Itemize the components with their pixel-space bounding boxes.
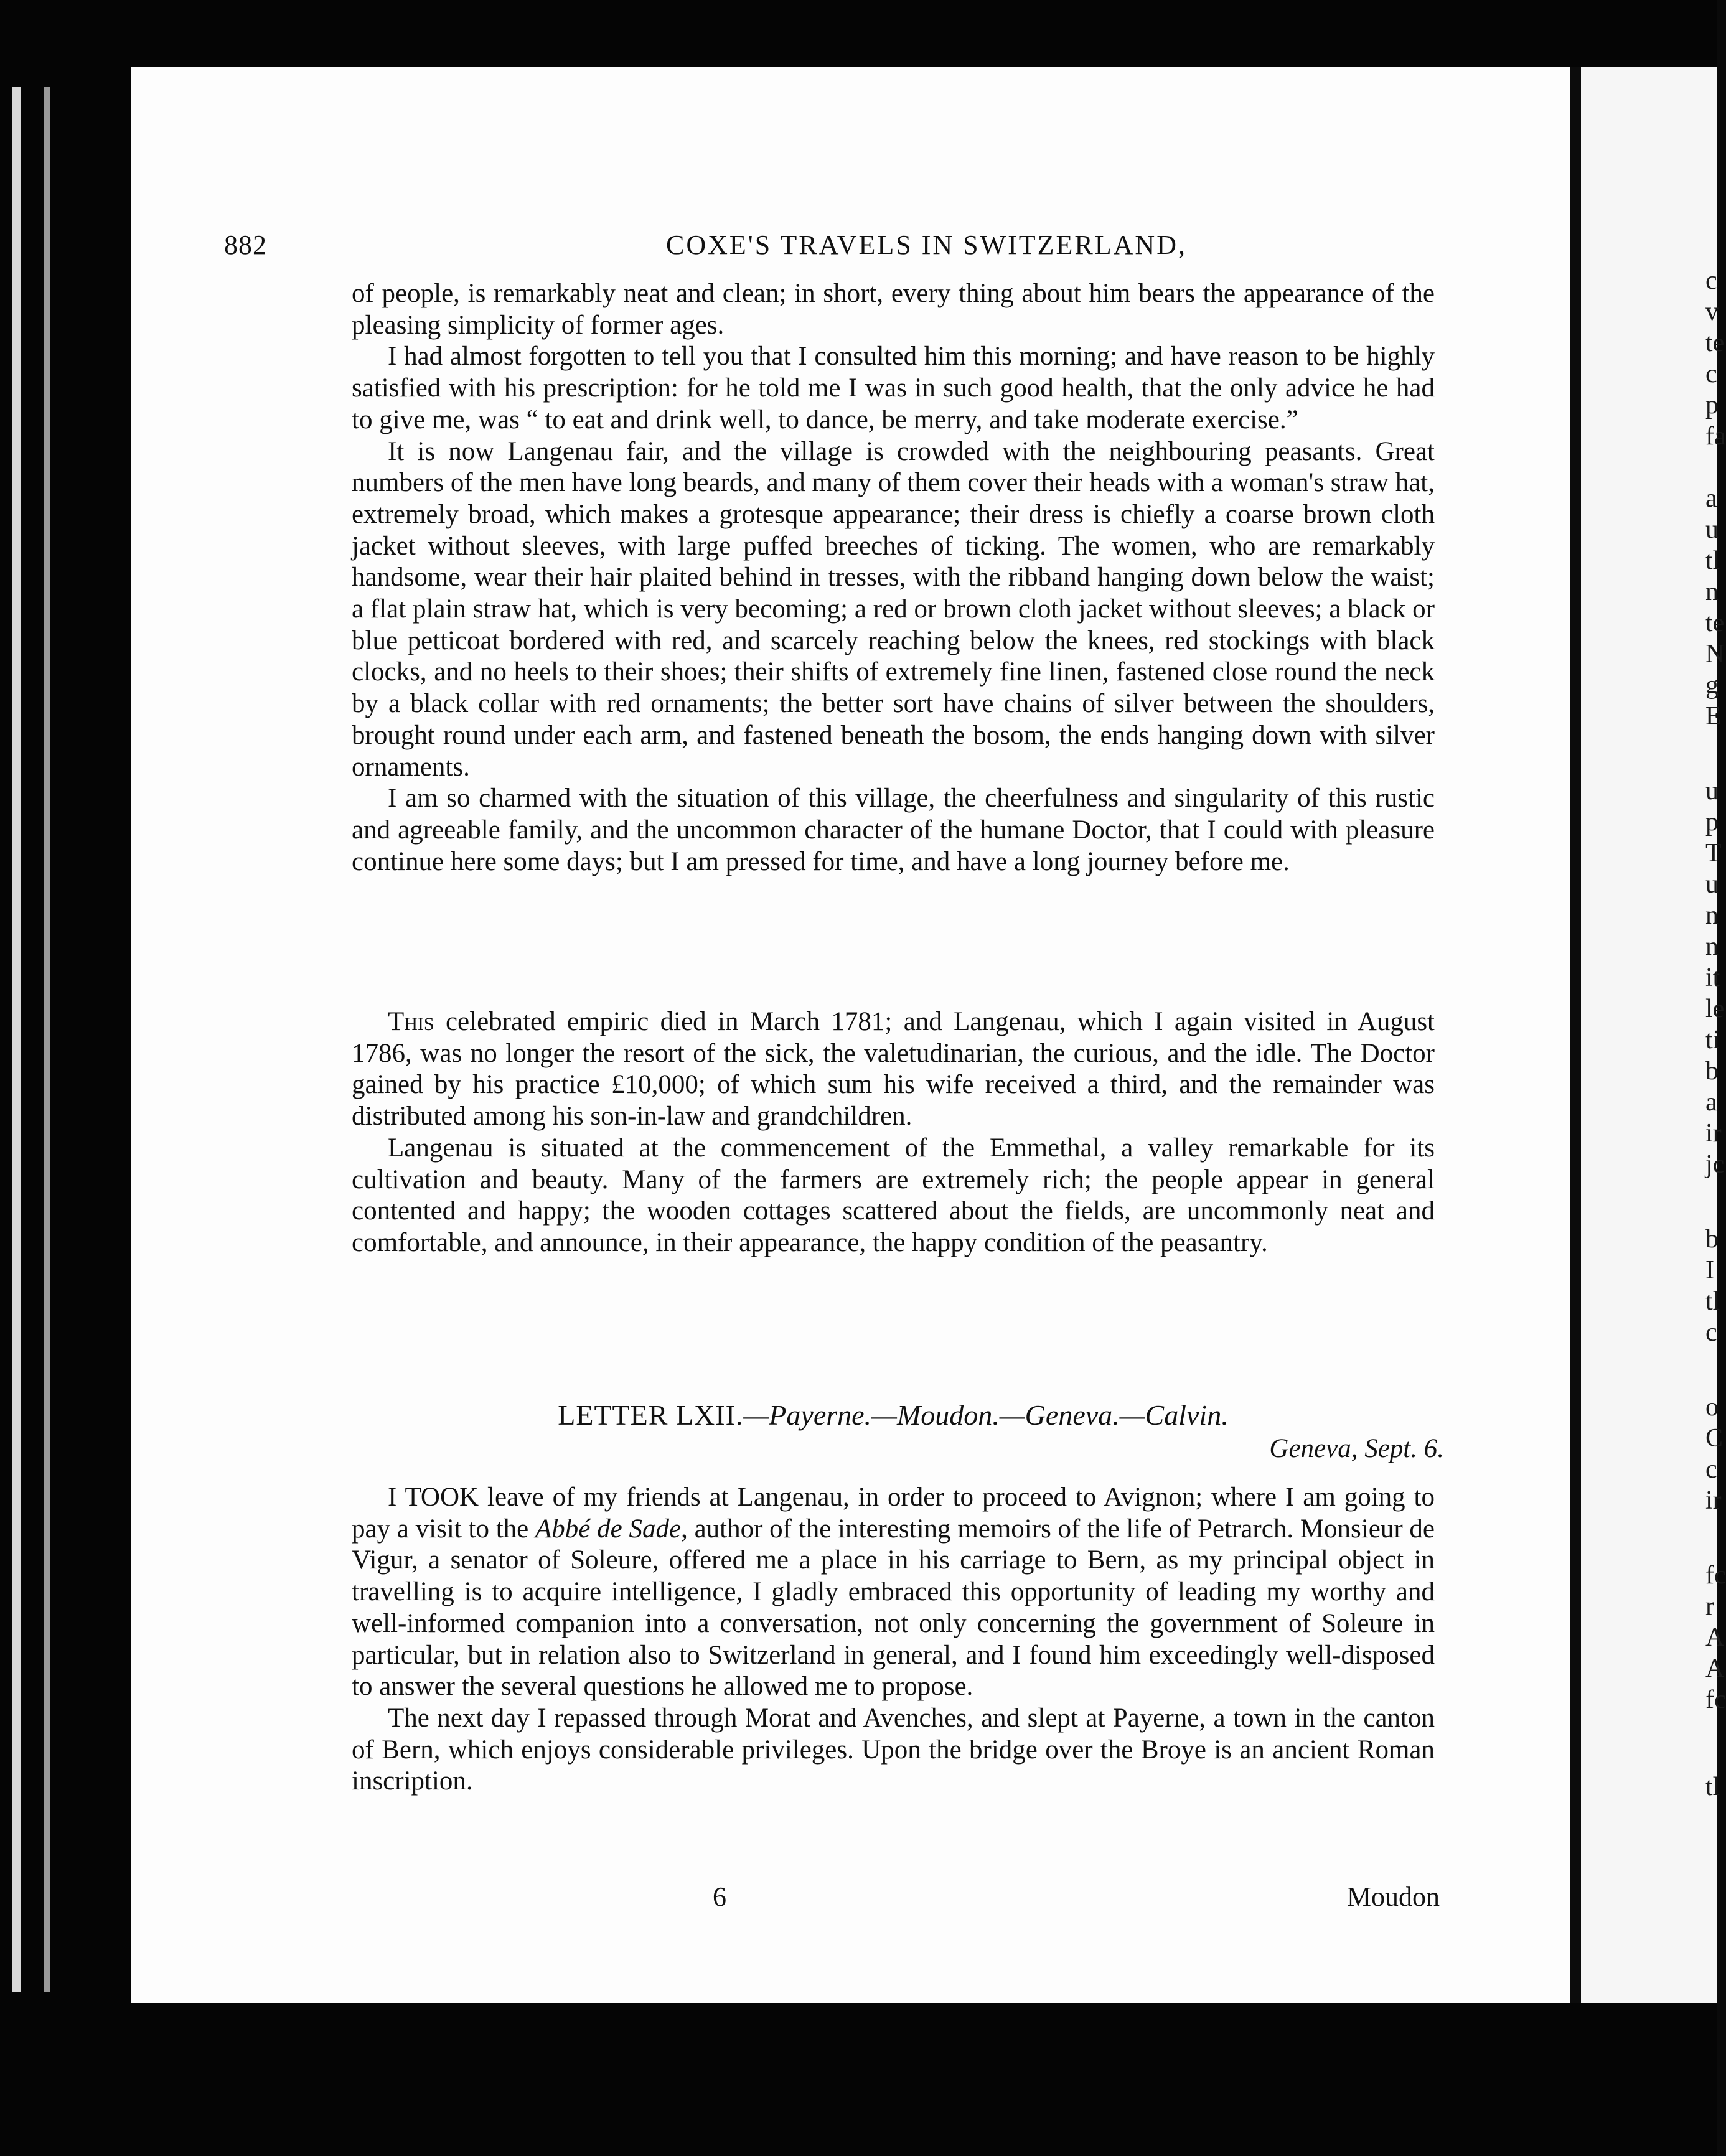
adjacent-page-fragment: c <box>1705 360 1717 388</box>
adjacent-page-fragment: A <box>1705 1623 1725 1652</box>
adjacent-page-fragment: fc <box>1705 1685 1726 1714</box>
adjacent-page-fragment: C <box>1705 1424 1724 1453</box>
running-title: COXE'S TRAVELS IN SWITZERLAND, <box>666 230 1187 260</box>
continuation-text <box>352 278 1435 878</box>
adjacent-page-fragment: u <box>1705 870 1719 899</box>
adjacent-page-fragment: it <box>1705 963 1720 992</box>
adjacent-page-fragment: n <box>1705 932 1719 961</box>
adjacent-page-fragment: u <box>1705 515 1719 544</box>
adjacent-page-fragment: ti <box>1705 1026 1720 1054</box>
adjacent-page-fragment: A <box>1705 1654 1725 1683</box>
page-gutter <box>1570 67 1581 2003</box>
page-number: 882 <box>224 230 267 260</box>
adjacent-page <box>1581 67 1726 2003</box>
adjacent-page-fragment: fc <box>1705 1561 1726 1590</box>
scan-border-bottom <box>0 2003 1717 2156</box>
letter-dateline: Geneva, Sept. 6. <box>1269 1434 1444 1463</box>
adjacent-page-fragment: ir <box>1705 1119 1722 1148</box>
paragraph-text: leave of my friends at Langenau, in order to proceed to Avignon; where I am going to pay a visit to the <box>352 1483 1435 1544</box>
adjacent-page-fragment: I <box>1705 1256 1714 1285</box>
adjacent-page-fragment: fa <box>1705 422 1726 451</box>
paragraph: I had almost forgotten to tell you that I consulted him this morning; and have reason to be highly satisfied with his prescription: for he told me I was in such good health, that the only advice he had to give me, was “ to eat and drink well, to dance, be merry, and take moderate exercise.” <box>352 342 1435 434</box>
paragraph-text: celebrated empiric died in March 1781; and Langenau, which I again visited in August 1786, was no longer the resort of the sick, the valetudinarian, the curious, and the idle. The Doctor gained by his practice £10,000; of which sum his wife received a third, and the remainder was distributed among his son-in-law and grandchildren. <box>352 1007 1435 1132</box>
paragraph <box>352 1006 1435 1133</box>
letter-body <box>352 1482 1435 1797</box>
adjacent-page-fragment: a <box>1705 1088 1717 1117</box>
paragraph: I am so charmed with the situation of this village, the cheerfulness and singularity of this rustic and agreeable family, and the uncommon character of the humane Doctor, that I could with pleasure continue here some days; but I am pressed for time, and have a long journey before me. <box>352 784 1435 876</box>
adjacent-page-fragment: tl <box>1705 1287 1720 1316</box>
adjacent-page-fragment: n <box>1705 578 1719 606</box>
adjacent-page-fragment: ir <box>1705 1486 1722 1515</box>
paragraph: of people, is remarkably neat and clean; in short, every thing about him bears the appearance of the pleasing simplicity of former ages. <box>352 279 1435 340</box>
adjacent-page-fragment: N <box>1705 640 1725 668</box>
adjacent-page-fragment: o <box>1705 1393 1719 1422</box>
adjacent-page-fragment: p <box>1705 391 1719 419</box>
film-stripe <box>44 87 50 1992</box>
letter-subjects: —Payerne.—Moudon.—Geneva.—Calvin. <box>743 1399 1229 1431</box>
adjacent-page-fragment: jc <box>1705 1150 1725 1179</box>
signature-mark: 6 <box>713 1882 726 1912</box>
editorial-note <box>352 1006 1435 1259</box>
adjacent-page-fragment: le <box>1705 995 1725 1023</box>
adjacent-page-fragment: c <box>1705 1318 1717 1347</box>
adjacent-page-fragment: p <box>1705 808 1719 837</box>
small-caps-lead: This <box>388 1007 434 1036</box>
adjacent-page-fragment: c <box>1705 1455 1717 1484</box>
letter-number: LETTER LXII. <box>558 1399 744 1431</box>
paragraph: It is now Langenau fair, and the village is crowded with the neighbouring peasants. Great numbers of the men have long beards, and many of them cover their heads with a woman's straw hat, extremely broad, which makes a grotesque appearance; their dress is chiefly a coarse brown cloth jacket without sleeves, with large puffed breeches of ticking. The women, who are remarkably handsome, wear their hair plaited behind in tresses, with the ribband hanging down below the waist; a flat plain straw hat, which is very becoming; a red or brown cloth jacket without sleeves; a black or blue petticoat bordered with red, and scarcely reaching below the knees, red stockings with black clocks, and no heels to their shoes; their shifts of extremely fine linen, fastened close round the neck by a black collar with red ornaments; the better sort have chains of silver between the shoulders, brought round under each arm, and fastened beneath the bosom, the ends hanging down with silver ornaments. <box>352 436 1435 782</box>
adjacent-page-fragment: E <box>1705 702 1722 731</box>
paragraph: The next day I repassed through Morat and Avenches, and slept at Payerne, a town in the canton of Bern, which enjoys considerable privileges. Upon the bridge over the Broye is an ancient Roman inscription. <box>352 1703 1435 1796</box>
adjacent-page-fragment: b <box>1705 1057 1719 1085</box>
adjacent-page-fragment: T <box>1705 839 1722 868</box>
adjacent-page-fragment: a <box>1705 484 1717 513</box>
catchword: Moudon <box>1346 1882 1440 1912</box>
adjacent-page-fragment: c <box>1705 266 1717 295</box>
adjacent-page-fragment: b <box>1705 1225 1719 1254</box>
adjacent-page-fragment: tl <box>1705 1773 1720 1801</box>
adjacent-page-fragment: tl <box>1705 546 1720 575</box>
adjacent-page-fragment: g <box>1705 671 1719 700</box>
adjacent-page-fragment: u <box>1705 777 1719 805</box>
letter-heading <box>352 1399 1435 1432</box>
adjacent-page-fragment: te <box>1705 609 1725 637</box>
opening-words: I TOOK <box>388 1483 479 1512</box>
adjacent-page-fragment: n <box>1705 901 1719 930</box>
paragraph: Langenau is situated at the commencement of the Emmethal, a valley remarkable for its cultivation and beauty. Many of the farmers are extremely rich; the people appear in general contented and happy; the wooden cottages scattered about the fields, are uncommonly neat and comfortable, and announce, in their appearance, the happy condition of the peasantry. <box>352 1133 1435 1257</box>
film-stripe <box>12 87 21 1992</box>
paragraph <box>352 1482 1435 1703</box>
person-name: Abbé de Sade <box>535 1514 682 1544</box>
scan-border-top <box>0 0 1717 67</box>
adjacent-page-fragment: te <box>1705 329 1725 357</box>
adjacent-page-fragment: r <box>1705 1592 1714 1621</box>
adjacent-page-fragment: v <box>1705 298 1719 326</box>
paragraph-text: , author of the interesting memoirs of the life of Petrarch. Monsieur de Vigur, a senator of Soleure, offered me a place in his carriage to Bern, as my principal object in travelling is to acquire intelligence, I gladly embraced this opportunity of leading my worthy and well-informed companion into a conversation, not only concerning the government of Soleure in particular, but in relation also to Switzerland in general, and I found him exceedingly well-disposed to answer the several questions he allowed me to propose. <box>352 1514 1435 1702</box>
